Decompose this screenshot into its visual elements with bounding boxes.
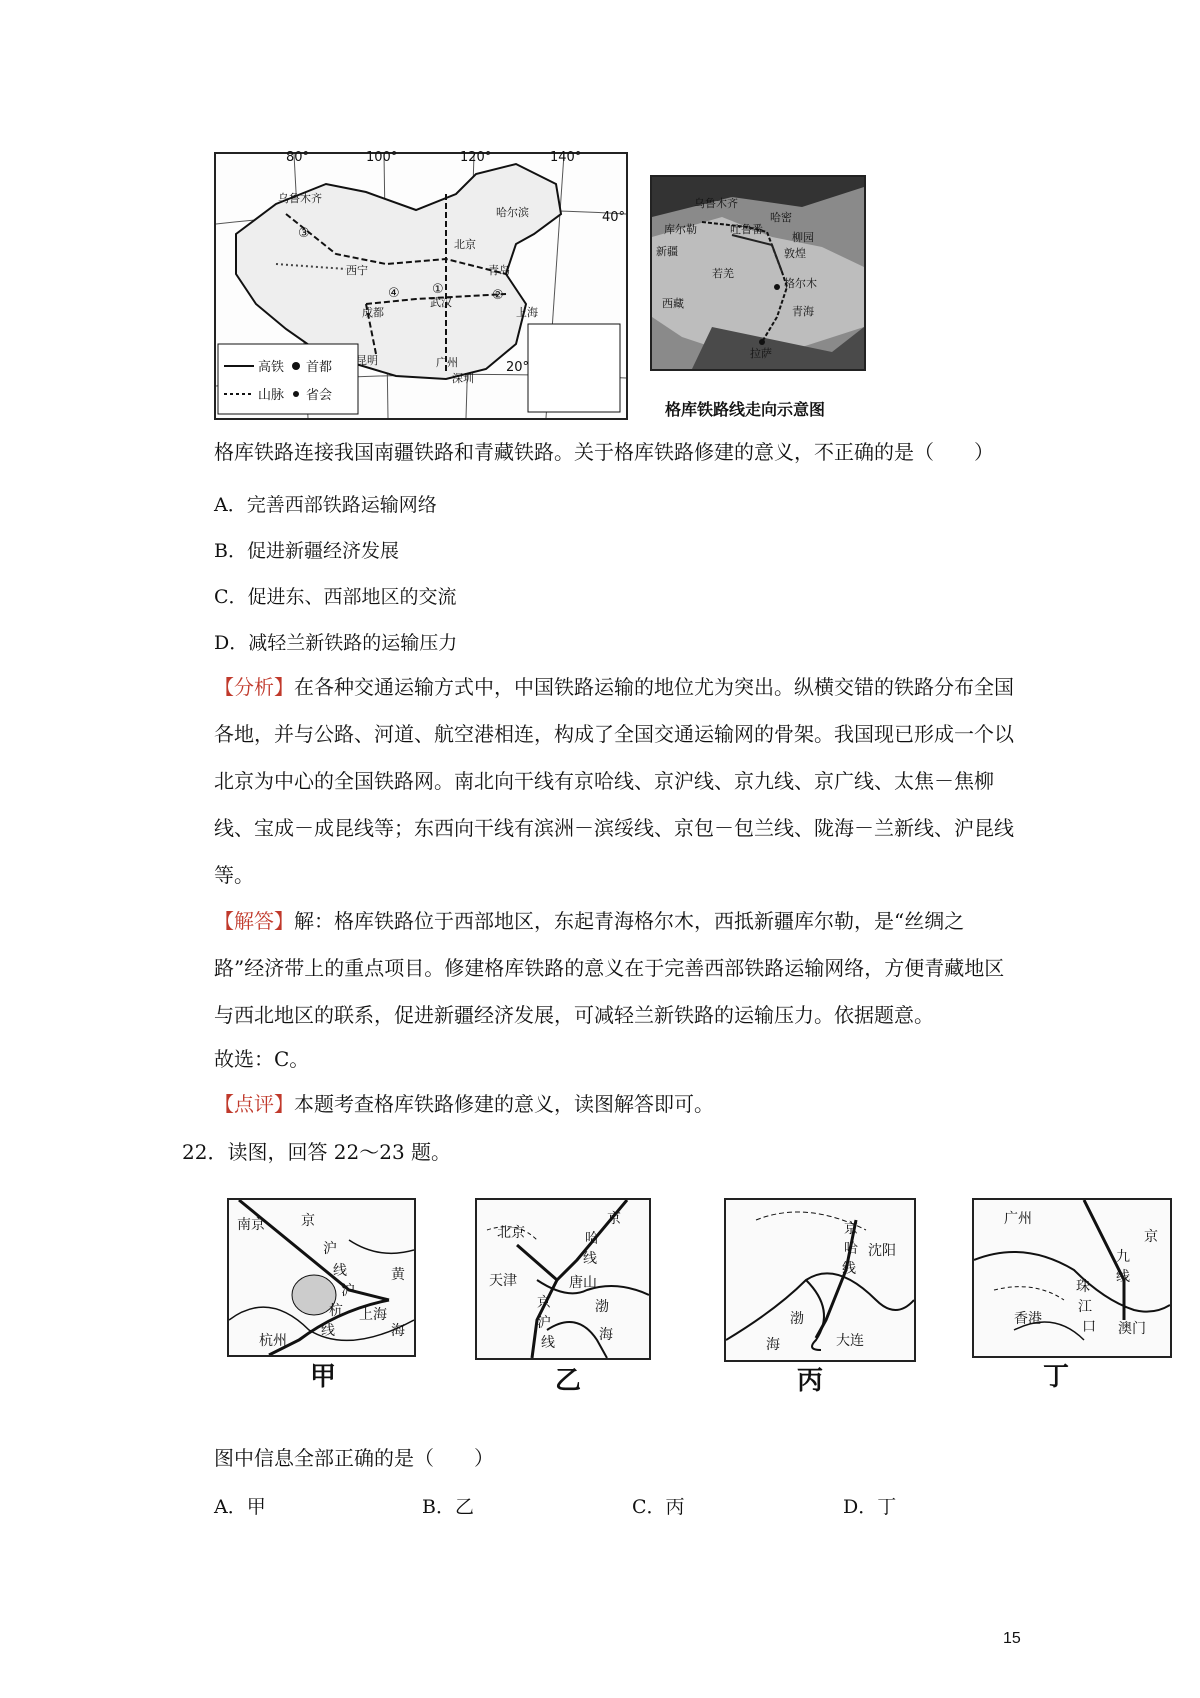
map-label: 京 bbox=[844, 1221, 858, 1237]
analysis-text: 在各种交通运输方式中，中国铁路运输的地位尤为突出。纵横交错的铁路分布全国各地，并与公路、河道、航空港相连，构成了全国交通运输网的骨架。我国现已形成一个以北京为中心的全国铁路网。南北向干线有京哈线、京沪线、京九线、京广线、太焦－焦柳线、宝成－成昆线等；东西向干线有滨洲－滨绥线、京包－包兰线、陇海－兰新线、沪昆线等。 bbox=[214, 675, 1014, 887]
city-label: 武汉 bbox=[430, 296, 452, 309]
q21-option-c: C．促进东、西部地区的交流 bbox=[214, 586, 457, 608]
map-label: 九 bbox=[1116, 1249, 1130, 1265]
map-label: 哈 bbox=[585, 1231, 599, 1247]
q21-analysis bbox=[214, 664, 1014, 899]
map-ding-caption: 丁 bbox=[1043, 1362, 1070, 1392]
map-label: 京 bbox=[301, 1213, 315, 1229]
map-label: 澳门 bbox=[1118, 1321, 1146, 1337]
legend-mountain: 山脉 bbox=[258, 388, 285, 403]
china-rail-map bbox=[214, 152, 628, 420]
q21-option-b: B．促进新疆经济发展 bbox=[214, 540, 399, 562]
city-label: 广州 bbox=[436, 356, 458, 369]
geku-label: 哈密 bbox=[770, 211, 792, 224]
map-label: 线 bbox=[842, 1261, 856, 1277]
map-label: 黄 bbox=[391, 1267, 405, 1283]
city-label: 西宁 bbox=[346, 264, 368, 277]
map-label: 上海 bbox=[359, 1307, 387, 1323]
geku-label: 柳园 bbox=[792, 231, 814, 244]
map-label: 杭州 bbox=[259, 1333, 287, 1349]
lat-label: 40° bbox=[602, 210, 626, 225]
map-label: 沪 bbox=[537, 1315, 551, 1331]
map-label: 香港 bbox=[1014, 1311, 1042, 1327]
city-label: 上海 bbox=[516, 306, 538, 319]
route-number: ③ bbox=[298, 226, 310, 241]
map-label: 天津 bbox=[489, 1273, 517, 1289]
page-number: 15 bbox=[1003, 1630, 1021, 1647]
map-yi-caption: 乙 bbox=[555, 1366, 582, 1396]
geku-label: 新疆 bbox=[656, 245, 678, 258]
q22-option-a: A．甲 bbox=[214, 1496, 266, 1518]
map-bing-graphic bbox=[726, 1200, 914, 1360]
geku-label: 库尔勒 bbox=[664, 223, 697, 236]
map-label: 线 bbox=[583, 1251, 597, 1267]
city-label: 乌鲁木齐 bbox=[278, 192, 322, 205]
answer-tag: 【解答】 bbox=[214, 909, 294, 933]
map-label: 海 bbox=[391, 1323, 405, 1339]
geku-label: 拉萨 bbox=[750, 347, 772, 360]
map-label: 线 bbox=[333, 1263, 347, 1279]
map-bing bbox=[724, 1198, 916, 1362]
lat-label: 20° bbox=[506, 360, 530, 375]
lon-label: 120° bbox=[460, 150, 492, 165]
map-label: 北京 bbox=[497, 1225, 525, 1241]
q21-option-a: A．完善西部铁路运输网络 bbox=[214, 494, 437, 516]
map-jia bbox=[227, 1198, 416, 1357]
city-label: 青岛 bbox=[488, 264, 510, 277]
route-number: ④ bbox=[388, 286, 400, 301]
geku-label: 若羌 bbox=[712, 267, 734, 280]
legend-province-capital: 省会 bbox=[306, 388, 333, 403]
map-label: 广州 bbox=[1004, 1211, 1032, 1227]
q22-option-b: B．乙 bbox=[422, 1496, 474, 1518]
map-label: 京 bbox=[1144, 1229, 1158, 1245]
map-label: 口 bbox=[1082, 1319, 1096, 1335]
q22-header: 22．读图，回答 22～23 题。 bbox=[182, 1140, 452, 1164]
geku-label: 西藏 bbox=[662, 297, 684, 310]
map-label: 沪 bbox=[341, 1283, 355, 1299]
map-label: 京 bbox=[537, 1295, 551, 1311]
city-label: 北京 bbox=[454, 238, 476, 251]
q21-stem: 格库铁路连接我国南疆铁路和青藏铁路。关于格库铁路修建的意义，不正确的是（ ） bbox=[214, 440, 994, 464]
lon-label: 140° bbox=[550, 150, 582, 165]
review-text: 本题考查格库铁路修建的意义，读图解答即可。 bbox=[294, 1092, 714, 1116]
map-label: 南京 bbox=[237, 1217, 265, 1233]
geku-label: 格尔木 bbox=[784, 277, 817, 290]
map-label: 线 bbox=[541, 1335, 555, 1351]
map-label: 线 bbox=[321, 1323, 335, 1339]
map-label: 海 bbox=[766, 1337, 780, 1353]
map-label: 渤 bbox=[790, 1311, 804, 1327]
q21-choice: 故选：C。 bbox=[214, 1047, 310, 1071]
q22-option-c: C．丙 bbox=[632, 1496, 685, 1518]
q21-option-d: D．减轻兰新铁路的运输压力 bbox=[214, 632, 458, 654]
map-yi bbox=[475, 1198, 651, 1360]
map-label: 渤 bbox=[595, 1299, 609, 1315]
geku-railway-map bbox=[650, 175, 866, 371]
city-label: 昆明 bbox=[356, 354, 378, 367]
geku-label: 青海 bbox=[792, 305, 814, 318]
geku-map-caption: 格库铁路线走向示意图 bbox=[665, 400, 826, 419]
route-number: ① bbox=[432, 282, 444, 297]
legend-rail: 高铁 bbox=[258, 360, 285, 375]
city-label: 成都 bbox=[362, 306, 384, 319]
map-label: 线 bbox=[1116, 1269, 1130, 1285]
lon-label: 80° bbox=[286, 150, 310, 165]
review-tag: 【点评】 bbox=[214, 1092, 294, 1116]
q22-option-d: D．丁 bbox=[843, 1496, 897, 1518]
map-ding bbox=[972, 1198, 1172, 1358]
map-label: 哈 bbox=[844, 1241, 858, 1257]
map-jia-caption: 甲 bbox=[310, 1362, 337, 1392]
analysis-tag: 【分析】 bbox=[214, 675, 294, 699]
q21-answer bbox=[214, 898, 1014, 1039]
geku-label: 敦煌 bbox=[784, 247, 806, 260]
legend-capital: 首都 bbox=[306, 360, 333, 375]
map-label: 海 bbox=[599, 1327, 613, 1343]
map-label: 京 bbox=[607, 1211, 621, 1227]
route-number: ② bbox=[492, 288, 504, 303]
geku-label: 吐鲁番 bbox=[730, 223, 763, 236]
map-label: 唐山 bbox=[569, 1275, 597, 1291]
answer-text: 解：格库铁路位于西部地区，东起青海格尔木，西抵新疆库尔勒，是“丝绸之路”经济带上的重点项目。修建格库铁路的意义在于完善西部铁路运输网络，方便青藏地区与西北地区的联系，促进新疆经济发展，可减轻兰新铁路的运输压力。依据题意。 bbox=[214, 909, 1005, 1027]
city-label: 哈尔滨 bbox=[496, 206, 529, 219]
q22-stem: 图中信息全部正确的是（ ） bbox=[214, 1446, 494, 1470]
geku-map-graphic bbox=[652, 177, 864, 369]
lon-label: 100° bbox=[366, 150, 398, 165]
city-label: 深圳 bbox=[452, 372, 474, 385]
q21-review bbox=[214, 1088, 714, 1117]
map-label: 江 bbox=[1078, 1299, 1092, 1315]
map-bing-caption: 丙 bbox=[797, 1366, 824, 1396]
map-label: 大连 bbox=[836, 1333, 864, 1349]
map-label: 杭 bbox=[329, 1303, 343, 1319]
map-label: 沪 bbox=[323, 1241, 337, 1257]
map-label: 珠 bbox=[1076, 1279, 1090, 1295]
geku-label: 乌鲁木齐 bbox=[694, 197, 738, 210]
map-label: 沈阳 bbox=[868, 1243, 896, 1259]
